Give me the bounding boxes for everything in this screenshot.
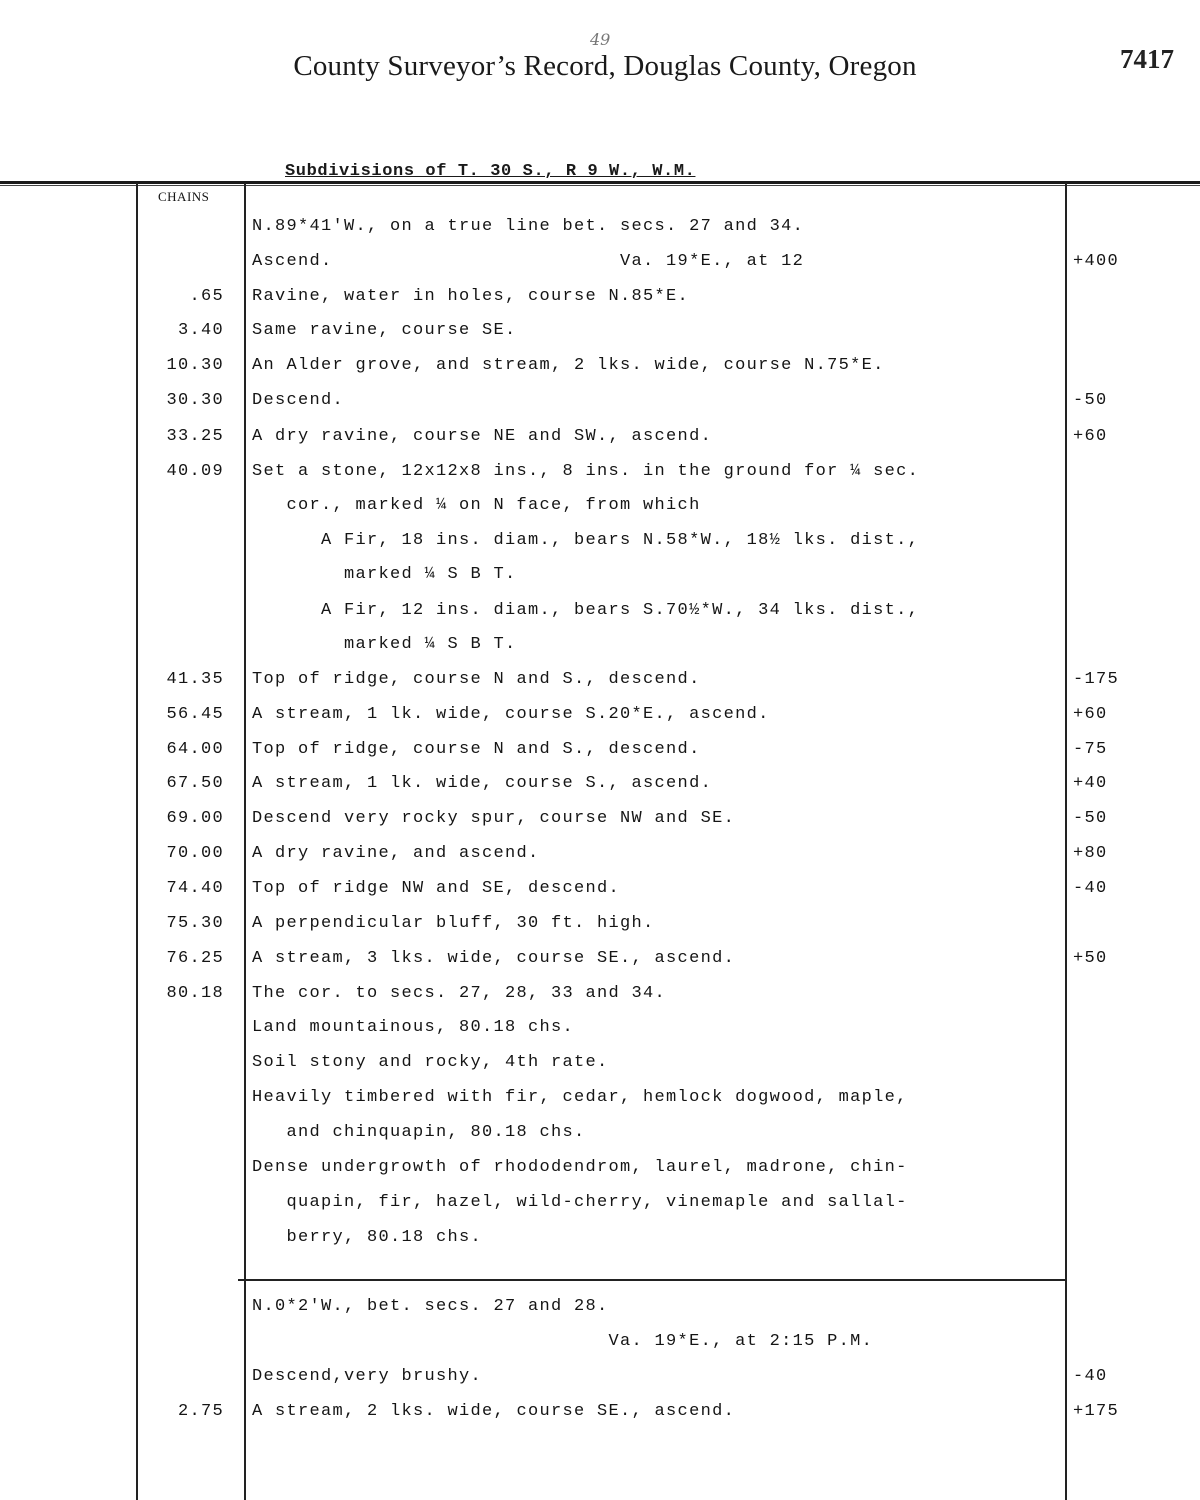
- elevation-change: -175: [1073, 670, 1120, 689]
- survey-entry: N.0*2'W., bet. secs. 27 and 28.: [252, 1297, 609, 1316]
- chain-distance: 69.00: [166, 809, 224, 828]
- survey-entry: Same ravine, course SE.: [252, 321, 517, 340]
- chain-distance: 76.25: [166, 949, 224, 968]
- chain-distance: 80.18: [166, 984, 224, 1003]
- survey-entry: A dry ravine, and ascend.: [252, 844, 540, 863]
- survey-entry: The cor. to secs. 27, 28, 33 and 34.: [252, 984, 667, 1003]
- survey-entry: A perpendicular bluff, 30 ft. high.: [252, 914, 655, 933]
- survey-entry: Ravine, water in holes, course N.85*E.: [252, 287, 690, 306]
- survey-entry: An Alder grove, and stream, 2 lks. wide, course N.75*E.: [252, 356, 885, 375]
- chain-distance: 30.30: [166, 391, 224, 410]
- chain-distance: 75.30: [166, 914, 224, 933]
- survey-entry: Set a stone, 12x12x8 ins., 8 ins. in the ground for ¼ sec.: [252, 462, 920, 481]
- elevation-change: +80: [1073, 844, 1108, 863]
- chain-distance: 40.09: [166, 462, 224, 481]
- survey-entry: Descend.: [252, 391, 345, 410]
- survey-entry: marked ¼ S B T.: [252, 635, 517, 654]
- chains-column-rule: [244, 183, 246, 1500]
- elevation-change: +50: [1073, 949, 1108, 968]
- survey-entry: N.89*41'W., on a true line bet. secs. 27 and 34.: [252, 217, 805, 236]
- survey-entry: A stream, 1 lk. wide, course S., ascend.: [252, 774, 713, 793]
- handwritten-note: 49: [590, 30, 611, 49]
- elevation-column-rule: [1065, 183, 1067, 1500]
- elevation-change: -40: [1073, 1367, 1108, 1386]
- elevation-change: -40: [1073, 879, 1108, 898]
- survey-entry: A stream, 2 lks. wide, course SE., ascend.: [252, 1402, 736, 1421]
- survey-entry: Heavily timbered with fir, cedar, hemlock dogwood, maple,: [252, 1088, 908, 1107]
- elevation-change: +60: [1073, 427, 1108, 446]
- chain-distance: 74.40: [166, 879, 224, 898]
- top-rule: [0, 181, 1200, 184]
- survey-entry: Descend very rocky spur, course NW and SE.: [252, 809, 736, 828]
- survey-entry: A Fir, 12 ins. diam., bears S.70½*W., 34 lks. dist.,: [252, 601, 920, 620]
- survey-entry: quapin, fir, hazel, wild-cherry, vinemaple and sallal-: [252, 1193, 908, 1212]
- chain-distance: 10.30: [166, 356, 224, 375]
- elevation-change: -75: [1073, 740, 1108, 759]
- survey-entry: A stream, 3 lks. wide, course SE., ascend.: [252, 949, 736, 968]
- survey-entry: marked ¼ S B T.: [252, 565, 517, 584]
- chain-distance: 3.40: [177, 321, 224, 340]
- chain-distance: 41.35: [166, 670, 224, 689]
- chain-distance: 67.50: [166, 774, 224, 793]
- section-title: Subdivisions of T. 30 S., R 9 W., W.M.: [285, 162, 696, 181]
- survey-entry: Top of ridge, course N and S., descend.: [252, 740, 701, 759]
- survey-entry: Soil stony and rocky, 4th rate.: [252, 1053, 609, 1072]
- left-column-rule: [136, 183, 138, 1500]
- survey-entry: A dry ravine, course NE and SW., ascend.: [252, 427, 713, 446]
- chain-distance: 70.00: [166, 844, 224, 863]
- chain-distance: 56.45: [166, 705, 224, 724]
- chain-distance: 64.00: [166, 740, 224, 759]
- elevation-change: +400: [1073, 252, 1120, 271]
- top-rule-thin: [0, 185, 1200, 186]
- elevation-change: +175: [1073, 1402, 1120, 1421]
- survey-entry: A stream, 1 lk. wide, course S.20*E., ascend.: [252, 705, 770, 724]
- elevation-change: +40: [1073, 774, 1108, 793]
- chain-distance: .65: [189, 287, 224, 306]
- record-title: County Surveyor’s Record, Douglas County, Oregon: [293, 50, 917, 82]
- section-divider: [238, 1279, 1066, 1281]
- elevation-change: -50: [1073, 809, 1108, 828]
- survey-entry: A Fir, 18 ins. diam., bears N.58*W., 18½ lks. dist.,: [252, 531, 920, 550]
- elevation-change: -50: [1073, 391, 1108, 410]
- survey-entry: Descend,very brushy.: [252, 1367, 483, 1386]
- survey-entry: berry, 80.18 chs.: [252, 1228, 483, 1247]
- survey-entry: Ascend. Va. 19*E., at 12: [252, 252, 805, 271]
- survey-entry: Dense undergrowth of rhododendrom, laurel, madrone, chin-: [252, 1158, 908, 1177]
- survey-entry: and chinquapin, 80.18 chs.: [252, 1123, 586, 1142]
- survey-entry: Top of ridge, course N and S., descend.: [252, 670, 701, 689]
- chain-distance: 33.25: [166, 427, 224, 446]
- survey-entry: Va. 19*E., at 2:15 P.M.: [252, 1332, 874, 1351]
- elevation-change: +60: [1073, 705, 1108, 724]
- chains-column-header: CHAINS: [158, 189, 210, 204]
- chain-distance: 2.75: [177, 1402, 224, 1421]
- survey-entry: cor., marked ¼ on N face, from which: [252, 496, 701, 515]
- survey-entry: Top of ridge NW and SE, descend.: [252, 879, 621, 898]
- page-number: 7417: [1120, 44, 1174, 74]
- survey-entry: Land mountainous, 80.18 chs.: [252, 1018, 575, 1037]
